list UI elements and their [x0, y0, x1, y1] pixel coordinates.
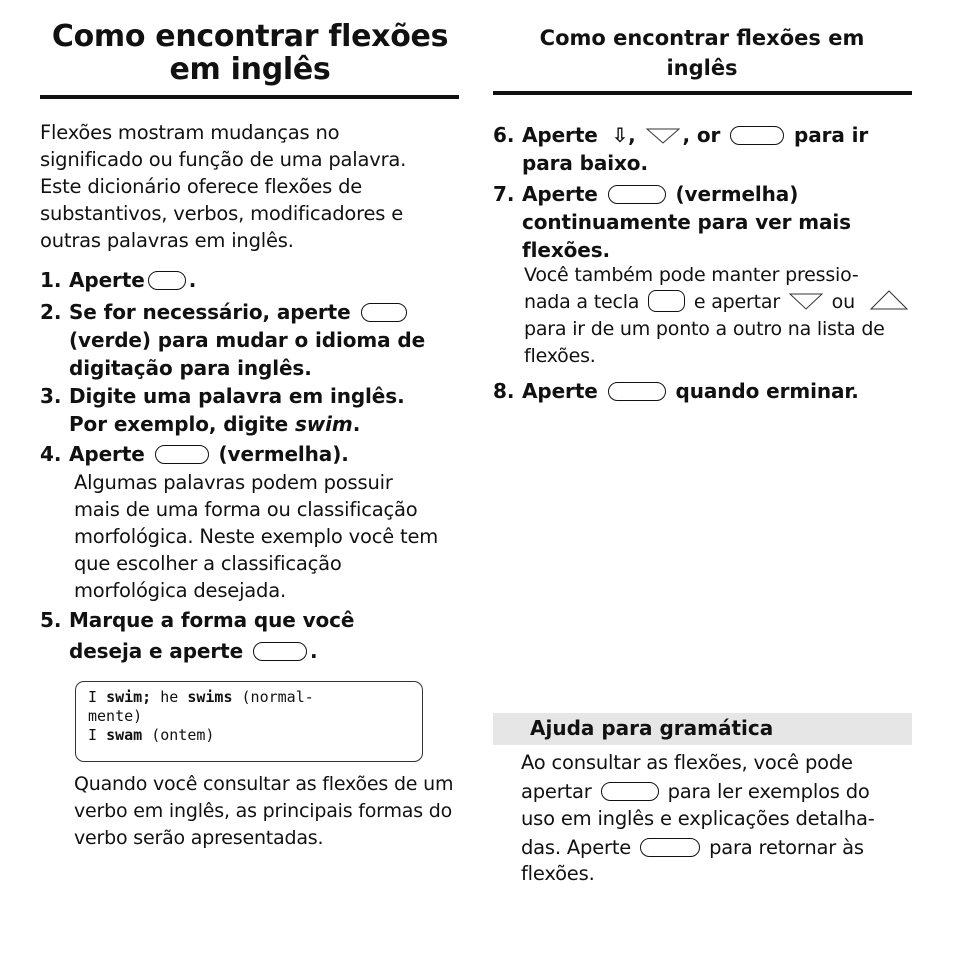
- step-6-line2: para baixo.: [522, 151, 648, 175]
- step-7: [493, 180, 913, 264]
- intro-paragraph: Flexões mostram mudanças no significado ou função de uma palavra. Este dicionário oferece flexões de substantivos, verbos, modificadores e outras palavras em inglês.: [40, 121, 407, 252]
- key-icon: [155, 445, 209, 464]
- step-7-note: [524, 262, 916, 370]
- screen-text: I: [88, 688, 107, 706]
- step-7-note-line: para ir de um ponto a outro na lista de: [524, 318, 885, 340]
- grammar-text: para retornar às: [709, 836, 864, 859]
- right-page-title: [492, 23, 912, 83]
- step-6-pre: Aperte: [522, 123, 598, 147]
- step-7-note-line: flexões.: [524, 345, 596, 367]
- step-1: [40, 266, 460, 294]
- key-icon: [730, 126, 784, 145]
- step-5: [40, 606, 460, 670]
- down-triangle-icon: [646, 128, 680, 144]
- left-title-rule: [40, 95, 459, 99]
- screen-text: (ontem): [142, 726, 215, 744]
- key-icon: [601, 782, 659, 801]
- key-icon: [361, 303, 407, 322]
- screen-text-bold: swim;: [106, 688, 152, 706]
- step-7-number: 7.: [493, 182, 515, 206]
- down-triangle-icon: [789, 293, 823, 310]
- step-8-pre: Aperte: [522, 379, 598, 403]
- step-3-line2-post: .: [352, 412, 361, 436]
- step-1-text: Aperte: [69, 268, 145, 292]
- step-8-number: 8.: [493, 379, 515, 403]
- step-8-post: quando erminar.: [675, 379, 859, 403]
- grammar-text: para ler exemplos do: [667, 780, 870, 803]
- step-2-suffix: (verde) para mudar o idioma de digitação para inglês.: [69, 328, 426, 380]
- step-2-number: 2.: [40, 300, 62, 324]
- step-8: [493, 377, 913, 405]
- grammar-line: Ao consultar as flexões, você pode: [521, 751, 853, 774]
- step-7-note-text: nada a tecla: [524, 291, 640, 313]
- step-2: [40, 298, 460, 382]
- step-3-line1: Digite uma palavra em inglês.: [69, 384, 405, 408]
- step-6-or: , or: [682, 123, 721, 147]
- step-4-number: 4.: [40, 442, 62, 466]
- step-4-note: Algumas palavras podem possuir mais de uma forma ou classificação morfológica. Neste exemplo você tem que escolher a classificação morfológica desejada.: [74, 471, 439, 602]
- step-4: [40, 440, 460, 468]
- step-7-line3: flexões.: [522, 238, 611, 262]
- step-4-text: Aperte: [69, 442, 145, 466]
- comma: ,: [628, 123, 636, 147]
- step-6: [493, 121, 913, 177]
- up-triangle-icon: [870, 290, 908, 310]
- right-title-line2: inglês: [666, 56, 738, 80]
- screen-text: (normal-: [232, 688, 314, 706]
- step-5-line1: Marque a forma que você: [69, 608, 355, 632]
- screen-text: I: [88, 726, 107, 744]
- step-1-number: 1.: [40, 268, 62, 292]
- step-7-post: (vermelha): [675, 182, 799, 206]
- key-icon: [148, 271, 186, 290]
- key-icon: [648, 290, 685, 312]
- grammar-line: uso em inglês e explicações detalha-: [521, 807, 875, 830]
- screen-text-bold: swims: [187, 688, 233, 706]
- step-3-number: 3.: [40, 384, 62, 408]
- step-2-text: Se for necessário, aperte: [69, 300, 351, 324]
- grammar-line: flexões.: [521, 862, 595, 885]
- step-7-pre: Aperte: [522, 182, 598, 206]
- right-title-rule: [493, 91, 912, 95]
- key-icon: [253, 642, 307, 661]
- step-3-example-word: swim: [295, 412, 353, 436]
- left-title-line1: Como encontrar flexões: [51, 19, 449, 54]
- screen-text: mente): [88, 707, 143, 725]
- step-5-line2: deseja e aperte: [69, 639, 244, 663]
- left-title-line2: em inglês: [169, 52, 331, 87]
- key-icon: [608, 382, 666, 401]
- step-6-number: 6.: [493, 123, 515, 147]
- right-title-line1: Como encontrar flexões em: [539, 26, 865, 50]
- grammar-section-title: Ajuda para gramática: [530, 716, 774, 740]
- key-icon: [640, 838, 700, 857]
- device-screen-display: [75, 681, 423, 762]
- down-arrow-icon: ⇩: [611, 123, 629, 147]
- step-7-note-line: Você também pode manter pressio-: [524, 264, 859, 286]
- step-1-suffix: .: [188, 268, 197, 292]
- grammar-text: apertar: [521, 780, 592, 803]
- after-screen-paragraph: Quando você consultar as flexões de um verbo em inglês, as principais formas do verbo serão apresentadas.: [74, 773, 454, 849]
- step-3-line2-pre: Por exemplo, digite: [69, 412, 295, 436]
- step-7-note-text: ou: [831, 291, 855, 313]
- step-5-suffix: .: [309, 639, 318, 663]
- step-6-post: para ir: [794, 123, 869, 147]
- screen-text: he: [151, 688, 188, 706]
- step-3: [40, 382, 460, 438]
- step-4-suffix: (vermelha).: [218, 442, 349, 466]
- step-5-number: 5.: [40, 608, 62, 632]
- step-7-line2: continuamente para ver mais: [522, 210, 851, 234]
- step-7-note-text: e apertar: [693, 291, 780, 313]
- screen-text-bold: swam: [106, 726, 143, 744]
- grammar-text: das. Aperte: [521, 836, 632, 859]
- grammar-paragraph: [521, 748, 913, 888]
- key-icon: [608, 185, 666, 204]
- left-page-title: [40, 20, 460, 86]
